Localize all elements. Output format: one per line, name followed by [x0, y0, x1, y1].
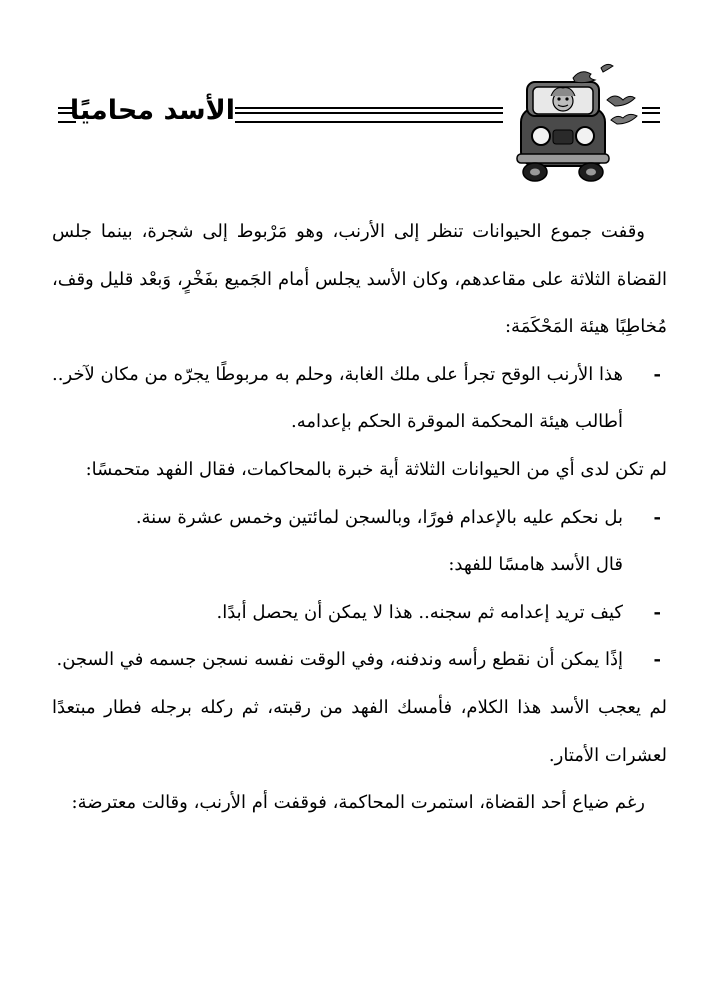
dialogue-text: هذا الأرنب الوقح تجرأ على ملك الغابة، وحلم به مربوطًا يجرّه من مكان لآخر.. أطالب هيئة المحكمة الموقرة الحكم بإعدامه. [52, 363, 623, 433]
chapter-header [50, 60, 670, 188]
paragraph: لم يعجب الأسد هذا الكلام، فأمسك الفهد من رقبته، ثم ركله برجله فطار مبتعدًا لعشرات الأمتار. [52, 696, 667, 766]
paragraph: وقفت جموع الحيوانات تنظر إلى الأرنب، وهو مَرْبوط إلى شجرة، بينما جلس القضاة الثلاثة على مقاعدهم، وكان الأسد يجلس أمام الجَميع بفَخْرٍ، وَبعْد قليل وقف، مُخاطِبًا هيئة المَحْكَمَة: [52, 221, 667, 338]
chapter-title: الأسد محاميًا [69, 95, 235, 126]
dialogue-item [52, 636, 667, 684]
dialogue-text: قال الأسد هامسًا للفهد: [448, 554, 623, 576]
dialogue-item [52, 589, 667, 637]
dialogue-text: كيف تريد إعدامه ثم سجنه.. هذا لا يمكن أن يحصل أبدًا. [216, 601, 623, 623]
dialogue-item [52, 351, 667, 446]
paragraph: رغم ضياع أحد القضاة، استمرت المحاكمة، فوقفت أم الأرنب، وقالت معترضة: [71, 792, 645, 814]
dialogue-text: إذًا يمكن أن نقطع رأسه وندفنه، وفي الوقت نفسه نسجن جسمه في السجن. [56, 649, 623, 671]
paragraph: لم تكن لدى أي من الحيوانات الثلاثة أية خبرة بالمحاكمات، فقال الفهد متحمسًا: [85, 458, 667, 480]
dash-bullet: - [653, 649, 661, 671]
dash-bullet: - [653, 363, 661, 385]
dialogue-item [52, 494, 667, 589]
header-rule-middle [235, 107, 503, 123]
dash-bullet: - [653, 601, 661, 623]
dialogue-text: بل نحكم عليه بالإعدام فورًا، وبالسجن لمائتين وخمس عشرة سنة. [135, 506, 623, 528]
dash-bullet: - [653, 506, 661, 528]
story-text [52, 208, 667, 827]
car-with-lion-illustration [503, 60, 642, 188]
header-rule-right [642, 107, 660, 123]
